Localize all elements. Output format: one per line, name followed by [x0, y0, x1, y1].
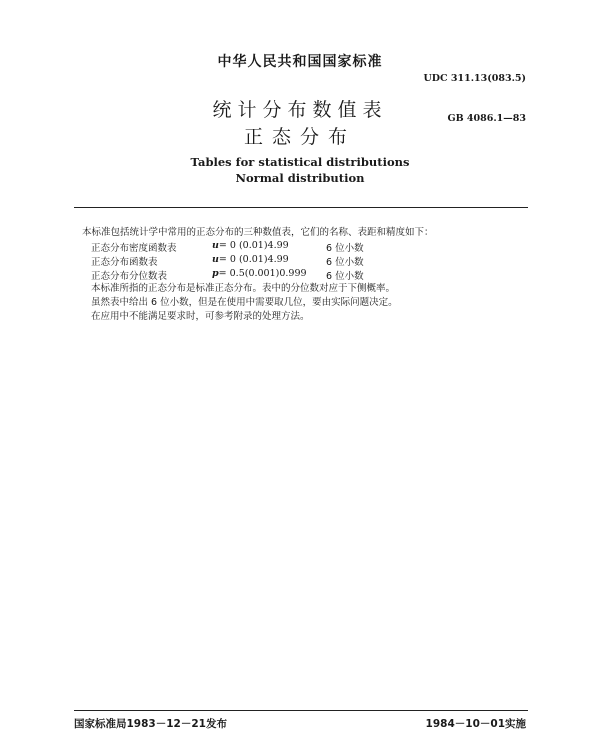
- variable-symbol: u: [212, 240, 219, 251]
- national-standard-label: 中华人民共和国国家标准: [217, 54, 383, 70]
- gb-standard-number: GB 4086.1—83: [447, 113, 526, 124]
- document-title: 统计分布数值表: [212, 99, 388, 121]
- table-precision: 6 位小数: [326, 271, 364, 282]
- document-subtitle: 正态分布: [243, 126, 356, 148]
- table-range: [212, 240, 289, 251]
- variable-symbol: p: [212, 268, 219, 279]
- table-precision: 6 位小数: [326, 257, 364, 268]
- note-line: 虽然表中给出 6 位小数，但是在使用中需要取几位，要由实际问题决定。: [91, 297, 398, 308]
- table-name: 正态分布函数表: [91, 257, 158, 268]
- note-line: 在应用中不能满足要求时，可参考附录的处理方法。: [91, 311, 310, 322]
- range-value: = 0 (0.01)4.99: [218, 254, 289, 265]
- table-range: [212, 268, 307, 279]
- english-title: Tables for statistical distributions: [190, 155, 410, 169]
- table-name: 正态分布分位数表: [91, 271, 168, 282]
- note-line: 本标准所指的正态分布是标准正态分布。表中的分位数对应于下侧概率。: [91, 283, 396, 294]
- english-subtitle: Normal distribution: [235, 171, 365, 185]
- variable-symbol: u: [212, 254, 219, 265]
- table-name: 正态分布密度函数表: [91, 243, 177, 254]
- intro-paragraph: 本标准包括统计学中常用的正态分布的三种数值表，它们的名称、表距和精度如下：: [82, 227, 434, 238]
- header-divider: [74, 207, 528, 208]
- range-value: = 0.5(0.001)0.999: [218, 268, 307, 279]
- effective-date: 1984－10－01实施: [425, 718, 526, 730]
- udc-code: UDC 311.13(083.5): [423, 73, 526, 84]
- issue-date: 国家标准局1983－12－21发布: [74, 718, 227, 730]
- table-range: [212, 254, 289, 265]
- range-value: = 0 (0.01)4.99: [218, 240, 289, 251]
- table-precision: 6 位小数: [326, 243, 364, 254]
- footer-divider: [74, 710, 528, 711]
